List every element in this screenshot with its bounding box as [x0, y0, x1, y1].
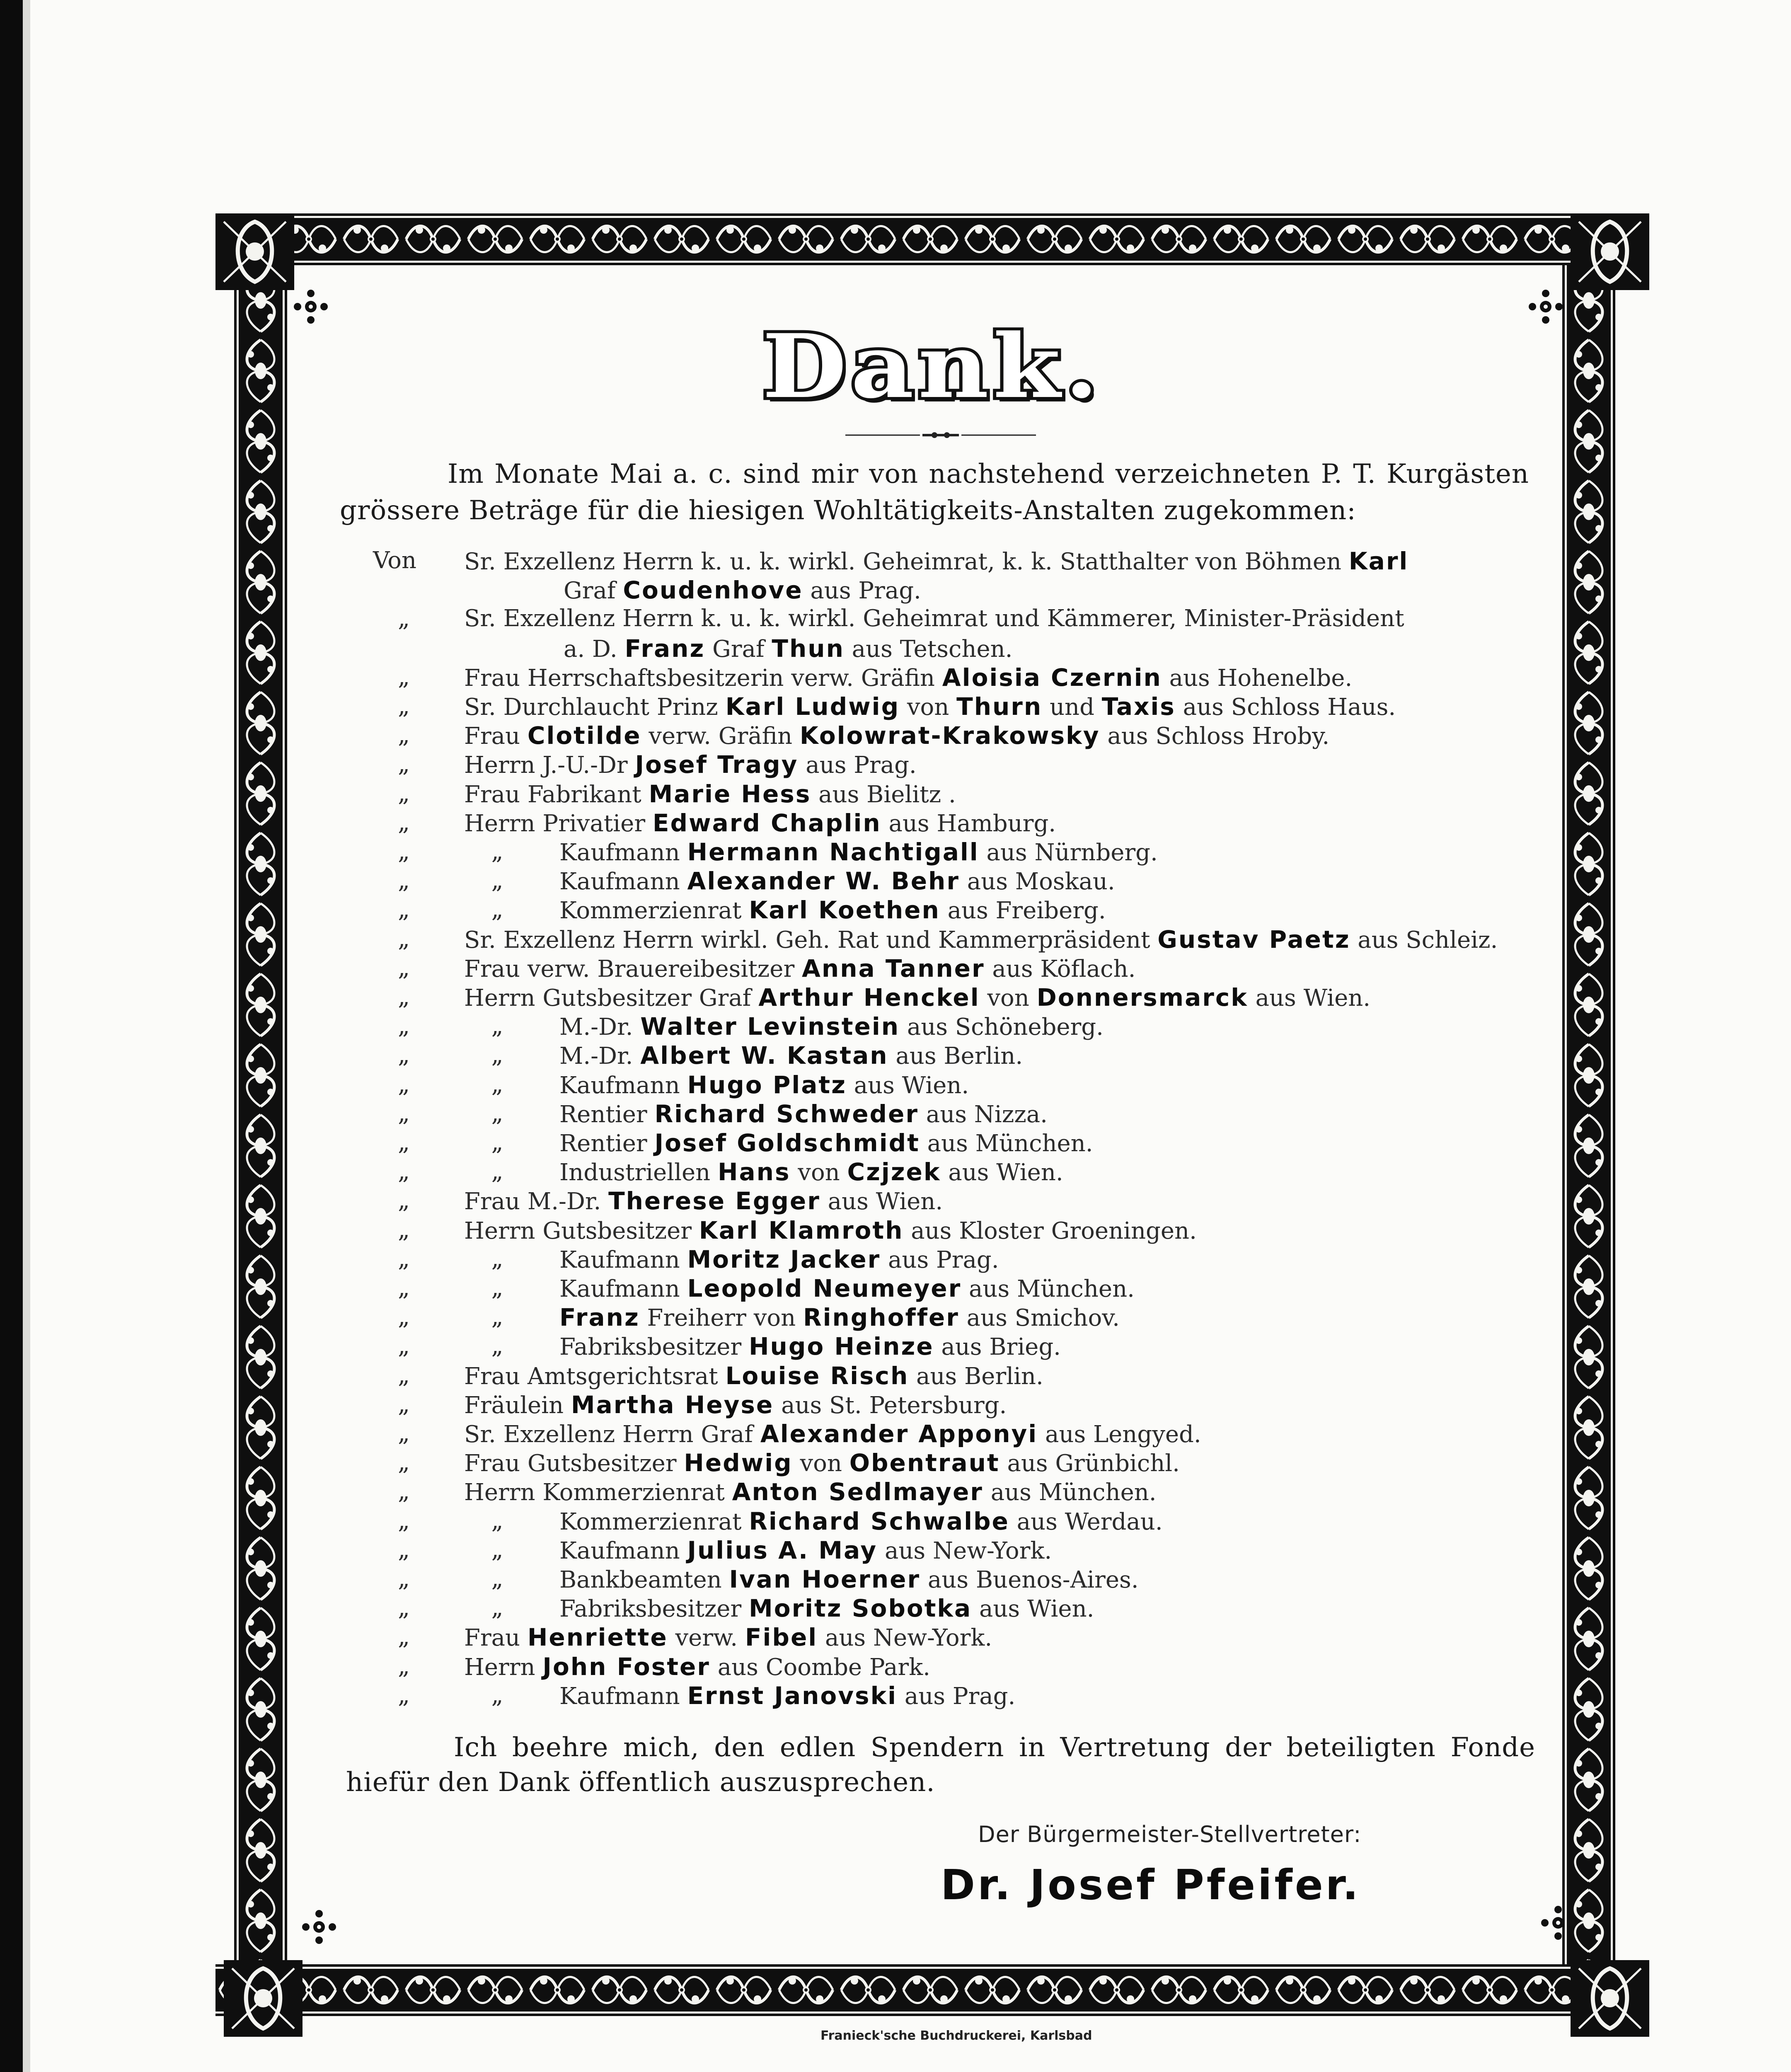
donor-name: Fibel — [745, 1623, 818, 1652]
entry-part: aus Tetschen. — [844, 635, 1013, 663]
ditto-mark: „ — [398, 838, 410, 865]
entry-part: Kommerzienrat — [559, 897, 749, 925]
entry-text — [559, 1129, 1093, 1157]
ditto-mark: „ — [398, 1187, 410, 1214]
donor-name: Clotilde — [527, 721, 641, 750]
entry-text — [464, 1362, 1043, 1390]
entry-part: Kaufmann — [559, 1682, 687, 1710]
donor-name: Franz — [624, 634, 705, 663]
entry-part: aus Lengyed. — [1038, 1421, 1201, 1448]
ditto-mark: „ — [398, 867, 410, 894]
signer-role: Der Bürgermeister-Stellvertreter: — [978, 1821, 1362, 1847]
ditto-mark: „ — [398, 1070, 410, 1098]
entry-text — [464, 1449, 1180, 1477]
donor-name: Hugo Heinze — [749, 1332, 934, 1361]
entry-part: Frau M.-Dr. — [464, 1188, 609, 1215]
donor-name: Hedwig — [684, 1449, 793, 1477]
entry-text — [464, 605, 1404, 632]
entry-part: aus Buenos-Aires. — [920, 1566, 1139, 1593]
ditto-mark: „ — [398, 1390, 410, 1418]
entry-text — [464, 925, 1498, 954]
ditto-mark: „ — [491, 1012, 503, 1040]
donor-name: Edward Chaplin — [652, 808, 881, 837]
entry-text — [464, 809, 1056, 837]
entry-part: aus Grünbichl. — [1000, 1450, 1180, 1477]
ditto-mark: „ — [398, 1565, 410, 1592]
entry-text — [464, 780, 956, 808]
ditto-mark: „ — [398, 983, 410, 1010]
entry-part: Frau Gutsbesitzer — [464, 1450, 684, 1477]
entry-part: Kaufmann — [559, 1246, 687, 1273]
entry-text — [464, 954, 1135, 983]
ditto-mark: „ — [491, 1332, 503, 1360]
donor-name: Hermann Nachtigall — [687, 838, 979, 866]
page-title: Dank. — [762, 315, 1103, 418]
closing-paragraph — [346, 1730, 1535, 1800]
ditto-mark: „ — [398, 1361, 410, 1389]
ditto-mark: „ — [398, 1245, 410, 1272]
donor-name: Aloisia Czernin — [942, 663, 1162, 692]
entry-text — [559, 838, 1158, 866]
ditto-mark: „ — [398, 750, 410, 778]
ditto-mark: „ — [398, 1536, 410, 1563]
ornament-border-bottom — [215, 1964, 1579, 2016]
donor-name: Obentraut — [849, 1449, 1000, 1477]
entry-part: aus Smichov. — [959, 1305, 1120, 1332]
donor-name: Richard Schwalbe — [749, 1507, 1009, 1535]
donor-name: Alexander Apponyi — [760, 1420, 1038, 1448]
entry-part: aus Prag. — [798, 752, 917, 779]
entry-part: aus München. — [920, 1130, 1093, 1157]
entry-part: aus München. — [961, 1276, 1135, 1302]
entry-part: Freiherr von — [639, 1305, 803, 1332]
ditto-mark: „ — [398, 692, 410, 719]
entry-part: aus Berlin. — [909, 1363, 1043, 1390]
entry-part: Herrn Kommerzienrat — [464, 1479, 732, 1506]
entry-part: von — [792, 1450, 850, 1477]
ditto-mark: „ — [398, 1158, 410, 1185]
donor-name: Franz — [559, 1303, 640, 1332]
entry-part: Kaufmann — [559, 1072, 687, 1099]
entry-part: von — [900, 694, 957, 721]
entry-text — [464, 1478, 1157, 1506]
entry-part: Sr. Exzellenz Herrn k. u. k. wirkl. Geheimrat, k. k. Statthalter von Böhmen — [464, 548, 1349, 575]
corner-ornament-bottom-left — [224, 1960, 303, 2037]
entry-text — [464, 1653, 930, 1681]
donor-name: Donnersmarck — [1036, 983, 1248, 1012]
entry-part: von — [980, 985, 1037, 1012]
entry-text — [559, 1158, 1063, 1186]
donor-name: Albert W. Kastan — [640, 1041, 888, 1070]
donor-name: Josef Tragy — [635, 750, 799, 779]
entry-part: Kaufmann — [559, 1276, 687, 1302]
entry-text — [564, 576, 921, 604]
entry-part: Herrn Gutsbesitzer — [464, 1217, 699, 1244]
entry-part: aus Schloss Haus. — [1175, 694, 1396, 721]
entry-part: aus Hohenelbe. — [1162, 664, 1353, 692]
donor-name: Anton Sedlmayer — [732, 1478, 983, 1506]
ditto-mark: „ — [398, 1478, 410, 1505]
entry-part: Frau Fabrikant — [464, 781, 649, 808]
donor-name: Moritz Sobotka — [749, 1594, 972, 1623]
donor-name: Martha Heyse — [571, 1390, 774, 1419]
entry-text — [464, 547, 1409, 575]
entry-text — [464, 1623, 992, 1651]
ditto-mark: „ — [398, 1449, 410, 1476]
entry-text — [464, 750, 917, 779]
entry-text — [464, 1391, 1007, 1419]
fleuron-ornament-bottom-left — [298, 1906, 340, 1948]
entry-part: Fabriksbesitzer — [559, 1334, 749, 1361]
ditto-mark: „ — [491, 1070, 503, 1098]
entry-part: a. D. — [564, 635, 625, 663]
entry-part: aus Kloster Groeningen. — [903, 1217, 1197, 1244]
entry-part: Graf — [564, 577, 623, 605]
entry-part: Sr. Exzellenz Herrn wirkl. Geh. Rat und Kammerpräsident — [464, 926, 1158, 954]
donor-name: Coudenhove — [623, 576, 803, 605]
ditto-mark: „ — [491, 867, 503, 894]
entry-text — [559, 867, 1115, 895]
entry-text — [559, 1536, 1052, 1564]
ornament-border-left — [234, 265, 287, 1964]
entry-part: aus Wien. — [820, 1188, 943, 1215]
ditto-mark: „ — [398, 1216, 410, 1243]
entry-part: Kaufmann — [559, 868, 687, 896]
entry-text — [559, 1565, 1139, 1593]
corner-ornament-bottom-right — [1571, 1960, 1649, 2037]
entry-part: Kommerzienrat — [559, 1508, 749, 1535]
ditto-mark: „ — [398, 896, 410, 923]
entry-part: Rentier — [559, 1130, 655, 1157]
ditto-mark: „ — [398, 925, 410, 952]
entry-part: Graf — [705, 635, 772, 663]
ditto-mark: „ — [398, 1507, 410, 1534]
donor-name: Marie Hess — [649, 779, 811, 808]
entry-part: Industriellen — [559, 1159, 718, 1186]
donor-name: Therese Egger — [608, 1187, 820, 1215]
entry-text — [559, 1682, 1015, 1710]
entry-text — [559, 1303, 1120, 1331]
donor-name: Moritz Jacker — [687, 1245, 881, 1273]
ditto-mark: „ — [398, 663, 410, 690]
entry-part: aus Coombe Park. — [710, 1653, 930, 1681]
donor-name: Karl Klamroth — [699, 1216, 904, 1244]
entry-text — [559, 1507, 1163, 1535]
entry-part: aus Schöneberg. — [900, 1014, 1104, 1041]
entry-text — [464, 983, 1370, 1012]
donor-name: Ernst Janovski — [687, 1681, 898, 1710]
entry-text — [559, 1245, 999, 1273]
corner-ornament-top-left — [215, 213, 294, 290]
entry-part: M.-Dr. — [559, 1014, 641, 1041]
entry-part: aus Moskau. — [959, 868, 1115, 896]
donor-name: Richard Schweder — [654, 1099, 919, 1128]
entry-part: aus Nürnberg. — [979, 839, 1158, 866]
ditto-mark: „ — [491, 1507, 503, 1534]
ditto-mark: Von — [373, 547, 417, 574]
ditto-mark: „ — [398, 1623, 410, 1651]
entry-part: aus Wien. — [1248, 985, 1371, 1012]
entry-part: aus St. Petersburg. — [774, 1392, 1007, 1419]
donor-name: Hans — [718, 1158, 791, 1186]
donor-name: Henriette — [527, 1623, 668, 1652]
donor-name: Louise Risch — [725, 1361, 909, 1390]
title-divider — [845, 431, 1036, 439]
entry-part: von — [790, 1159, 847, 1186]
closing-line-1: Ich beehre mich, den edlen Spendern in Vertretung der beteiligten Fonde — [454, 1732, 1535, 1763]
ditto-mark: „ — [398, 1041, 410, 1069]
intro-paragraph — [340, 456, 1529, 529]
donor-name: Taxis — [1101, 692, 1176, 721]
donor-name: Alexander W. Behr — [687, 867, 960, 896]
ditto-mark: „ — [398, 1012, 410, 1040]
donor-name: Karl Ludwig — [725, 692, 900, 721]
ditto-mark: „ — [398, 1332, 410, 1360]
donor-name: Karl — [1348, 547, 1409, 575]
entry-text — [564, 634, 1012, 663]
ditto-mark: „ — [398, 1274, 410, 1301]
entry-text — [464, 663, 1352, 692]
donor-name: Ivan Hoerner — [729, 1565, 921, 1593]
entry-part: Fabriksbesitzer — [559, 1595, 749, 1623]
scan-edge-shadow — [23, 0, 30, 2072]
ditto-mark: „ — [491, 1681, 503, 1709]
entry-part: Herrn J.-U.-Dr — [464, 752, 635, 779]
intro-line-2: grössere Beträge für die hiesigen Wohltätigkeits-Anstalten zugekommen: — [340, 495, 1356, 526]
entry-text — [559, 1100, 1048, 1128]
entry-part: aus Wien. — [972, 1595, 1094, 1623]
ditto-mark: „ — [491, 1129, 503, 1156]
ditto-mark: „ — [398, 1594, 410, 1622]
entry-part: aus Prag. — [881, 1246, 999, 1273]
donor-name: Ringhoffer — [803, 1303, 959, 1332]
entry-part: Fräulein — [464, 1392, 571, 1419]
entry-part: Kaufmann — [559, 839, 687, 866]
entry-part: aus Hamburg. — [881, 810, 1056, 837]
ditto-mark: „ — [491, 838, 503, 865]
donor-name: Julius A. May — [687, 1536, 878, 1564]
ditto-mark: „ — [491, 896, 503, 923]
signer-name: Dr. Josef Pfeifer. — [941, 1861, 1361, 1909]
ornament-border-right — [1562, 265, 1615, 1964]
entry-part: Sr. Exzellenz Herrn k. u. k. wirkl. Geheimrat und Kämmerer, Minister-Präsident — [464, 605, 1404, 632]
ditto-mark: „ — [491, 1099, 503, 1127]
donor-name: Thun — [772, 634, 845, 663]
ditto-mark: „ — [491, 1594, 503, 1622]
entry-part: Sr. Exzellenz Herrn Graf — [464, 1421, 760, 1448]
entry-text — [559, 1041, 1023, 1070]
entry-part: Herrn Privatier — [464, 810, 653, 837]
entry-text — [559, 1274, 1135, 1302]
donor-name: Walter Levinstein — [640, 1012, 900, 1041]
entry-text — [559, 896, 1106, 924]
entry-text — [559, 1332, 1061, 1360]
donor-name: Czjzek — [847, 1158, 941, 1186]
entry-part: Frau Amtsgerichtsrat — [464, 1363, 726, 1390]
ditto-mark: „ — [398, 779, 410, 807]
donor-name: Kolowrat-Krakowsky — [799, 721, 1100, 750]
donor-name: Karl Koethen — [749, 896, 940, 925]
entry-part: verw. — [668, 1624, 745, 1652]
entry-text — [464, 721, 1329, 750]
donor-name: Josef Goldschmidt — [654, 1129, 920, 1157]
entry-part: aus Brieg. — [934, 1334, 1061, 1361]
ditto-mark: „ — [491, 1245, 503, 1272]
ditto-mark: „ — [491, 1274, 503, 1301]
corner-ornament-top-right — [1571, 213, 1649, 290]
printer-imprint: Franieck'sche Buchdruckerei, Karlsbad — [820, 2028, 1092, 2043]
entry-text — [559, 1071, 969, 1099]
entry-part: aus New-York. — [818, 1624, 992, 1652]
donor-name: Arthur Henckel — [758, 983, 980, 1012]
donor-name: Hugo Platz — [687, 1070, 847, 1099]
entry-part: aus Wien. — [941, 1159, 1063, 1186]
entry-part: Frau verw. Brauereibesitzer — [464, 955, 802, 983]
ditto-mark: „ — [491, 1158, 503, 1185]
entry-part: aus Prag. — [897, 1682, 1016, 1710]
closing-line-2: hiefür den Dank öffentlich auszusprechen. — [346, 1767, 935, 1798]
ditto-mark: „ — [398, 721, 410, 749]
ditto-mark: „ — [398, 1652, 410, 1680]
donor-name: Gustav Paetz — [1157, 925, 1351, 954]
entry-part: aus Schloss Hroby. — [1100, 723, 1330, 750]
scan-edge — [0, 0, 23, 2072]
entry-part: aus Nizza. — [919, 1101, 1048, 1128]
donor-name: Thurn — [956, 692, 1043, 721]
donor-name: Anna Tanner — [802, 954, 985, 983]
entry-part: und — [1042, 694, 1102, 721]
ditto-mark: „ — [491, 1565, 503, 1592]
entry-text — [559, 1594, 1094, 1622]
entry-text — [464, 1420, 1201, 1448]
ditto-mark: „ — [398, 1303, 410, 1331]
fleuron-ornament-bottom-right — [1537, 1902, 1579, 1944]
ditto-mark: „ — [491, 1536, 503, 1563]
ditto-mark: „ — [398, 1681, 410, 1709]
ditto-mark: „ — [398, 808, 410, 836]
ditto-mark: „ — [398, 1099, 410, 1127]
entry-text — [464, 692, 1396, 721]
ditto-mark: „ — [398, 954, 410, 981]
donor-name: Leopold Neumeyer — [687, 1274, 962, 1302]
entry-part: aus Prag. — [803, 577, 921, 605]
entry-part: aus München. — [983, 1479, 1157, 1506]
entry-part: aus Freiberg. — [940, 897, 1106, 925]
entry-part: Bankbeamten — [559, 1566, 729, 1593]
ornament-border-top — [215, 213, 1579, 265]
ditto-mark: „ — [491, 1303, 503, 1331]
fleuron-ornament-top-right — [1525, 286, 1566, 327]
entry-part: verw. Gräfin — [641, 723, 800, 750]
entry-part: aus Bielitz . — [811, 781, 956, 808]
ditto-mark: „ — [398, 1420, 410, 1447]
entry-text — [464, 1187, 943, 1215]
ditto-mark: „ — [398, 605, 410, 632]
entry-part: Kaufmann — [559, 1537, 687, 1564]
entry-part: Frau Herrschaftsbesitzerin verw. Gräfin — [464, 664, 942, 692]
fleuron-ornament-top-left — [290, 286, 332, 327]
ditto-mark: „ — [398, 1129, 410, 1156]
entry-part: aus Schleiz. — [1350, 926, 1498, 954]
entry-part: aus Wien. — [846, 1072, 969, 1099]
ditto-mark: „ — [491, 1041, 503, 1069]
entry-part: Herrn Gutsbesitzer Graf — [464, 985, 759, 1012]
donor-name: John Foster — [542, 1652, 710, 1681]
entry-part: Rentier — [559, 1101, 655, 1128]
entry-text — [464, 1216, 1197, 1244]
intro-line-1: Im Monate Mai a. c. sind mir von nachstehend verzeichneten P. T. Kurgästen — [448, 459, 1529, 489]
entry-part: aus Berlin. — [888, 1043, 1023, 1070]
entry-part: Frau — [464, 723, 528, 750]
entry-part: Herrn — [464, 1653, 543, 1681]
entry-part: aus Werdau. — [1009, 1508, 1163, 1535]
entry-part: Frau — [464, 1624, 528, 1652]
entry-part: Sr. Durchlaucht Prinz — [464, 694, 726, 721]
entry-part: M.-Dr. — [559, 1043, 641, 1070]
entry-text — [559, 1012, 1104, 1041]
entry-part: aus Köflach. — [985, 955, 1136, 983]
entry-part: aus New-York. — [877, 1537, 1052, 1564]
